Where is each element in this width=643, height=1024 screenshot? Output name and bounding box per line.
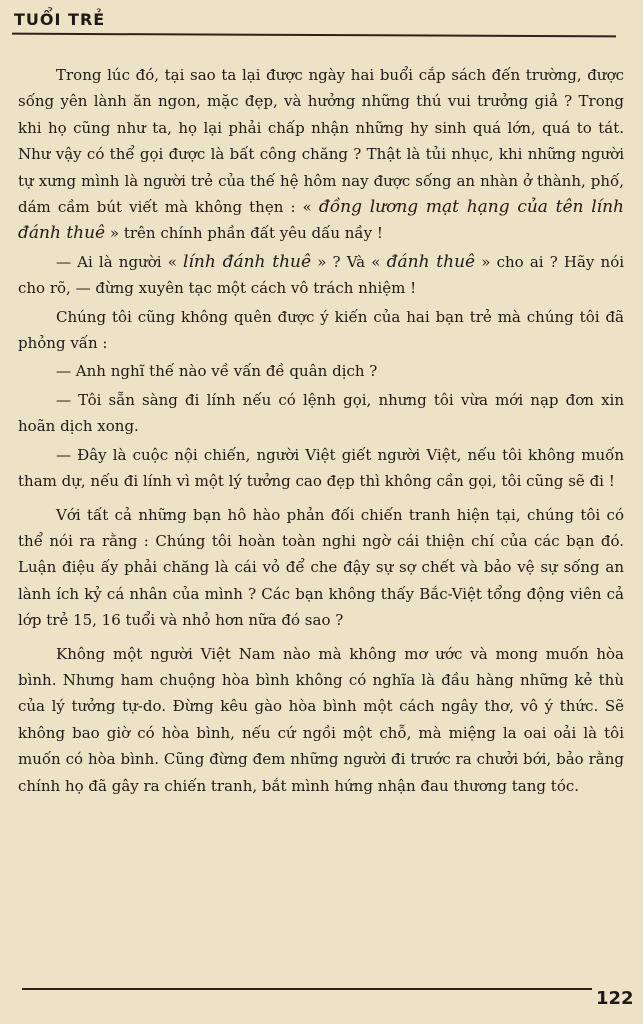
italic-phrase: lính đánh thuê [183, 251, 312, 272]
paragraph: Không một người Việt Nam nào mà không mơ ước và mong muốn hòa bình. Nhưng ham chuộng hòa bình không có nghĩa là đầu hàng những kẻ thù của lý tưởng tự-do. Đừng kêu gào hòa bình một cách ngây thơ, vô ý thức. Sẽ không bao giờ có hòa bình, nếu cứ ngồi một chỗ, mà miệng la oai oải là tôi muốn có hòa bình. Cũng đừng đem những người đi trước ra chưởi bới, bảo rằng chính họ đã gây ra chiến tranh, bắt mình hứng nhận đau thương tang tóc. [18, 644, 624, 795]
running-header: TUỔI TRẺ [14, 10, 106, 29]
footer-rule [22, 988, 592, 990]
dialogue-line: — Anh nghĩ thế nào về vấn đề quân dịch ? [56, 362, 378, 381]
paragraph: Chúng tôi cũng không quên được ý kiến của hai bạn trẻ mà chúng tôi đã phỏng vấn : [18, 307, 624, 353]
paragraph: Với tất cả những bạn hô hào phản đối chiến tranh hiện tại, chúng tôi có thể nói ra rằng : Chúng tôi hoàn toàn nghi ngờ cái thiện chí của các bạn đó. Luận điệu ấy phải chăng là cái vỏ để che đậy sự sợ chết và bảo vệ sự sống an lành ích kỷ cá nhân của mình ? Các bạn không thấy Bắc-Việt tổng động viên cả lớp trẻ 15, 16 tuổi và nhỏ hơn nữa đó sao ? [18, 505, 624, 630]
page-number: 122 [596, 988, 634, 1009]
paragraph: — Ai là người « lính đánh thuê » ? Và « đánh thuê » cho ai ? Hãy nói cho rõ, — đừng xuyên tạc một cách vô trách nhiệm ! [18, 251, 625, 298]
header-rule [12, 33, 616, 38]
article-body [18, 62, 624, 806]
paragraph: Trong lúc đó, tại sao ta lại được ngày hai buổi cắp sách đến trường, được sống yên lành ăn ngon, mặc đẹp, và hưởng những thú vui trưởng giả ? Trong khi họ cũng như ta, họ lại phải chấp nhận những hy sinh quá lớn, quá to tát. Như vậy có thể gọi được là bất công chăng ? Thật là tủi nhục, khi những người tự xưng mình là người trẻ của thế hệ hôm nay được sống an nhàn ở thành, phố, dám cầm bút viết mà không thẹn : « đồng lương mạt hạng của tên lính đánh thuê » trên chính phần đất yêu dấu nầy ! [18, 66, 625, 244]
dialogue-line: — Tôi sẵn sàng đi lính nếu có lệnh gọi, nhưng tôi vừa mới nạp đơn xin hoãn dịch xong. [18, 390, 624, 436]
italic-phrase: đánh thuê [386, 251, 476, 272]
dialogue-line: — Đây là cuộc nội chiến, người Việt giết người Việt, nếu tôi không muốn tham dự, nếu đi lính vì một lý tưởng cao đẹp thì không cần gọi, tôi cũng sẽ đi ! [18, 445, 624, 491]
italic-phrase: đồng lương mạt hạng của tên lính đánh thuê [18, 197, 625, 244]
